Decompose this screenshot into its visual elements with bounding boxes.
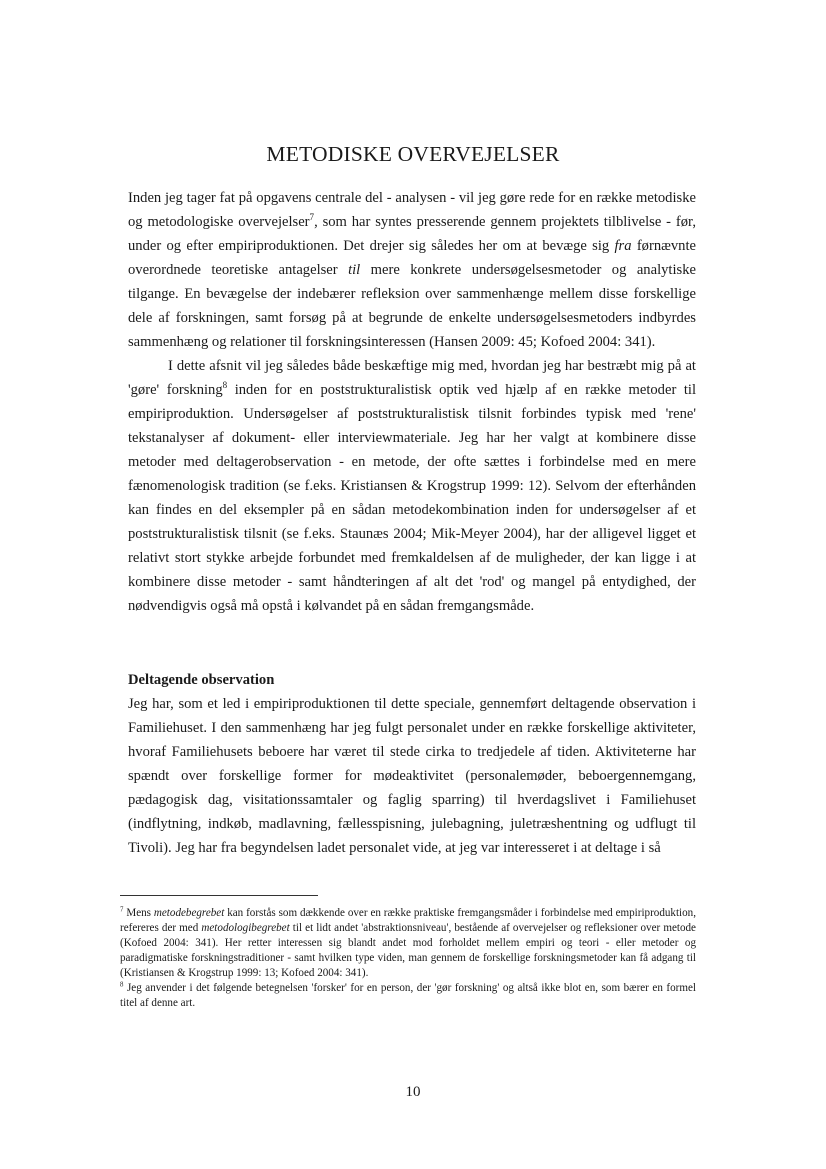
intro-section (128, 186, 696, 618)
footnote-ref[interactable]: 7 (309, 212, 315, 223)
footnote-number: 8 (120, 981, 124, 989)
paragraph: I dette afsnit vil jeg således både beskæftige mig med, hvordan jeg har bestræbt mig på at 'gøre' forskning$^8$ inden for en poststrukturalistisk optik ved hjælp af en række metoder til empiriproduktion. Undersøgelser af poststrukturalistisk tilsnit forbindes typisk med 'rene' tekstanalyser af dokument- eller interviewmateriale. Jeg har her valgt at kombinere disse metoder med deltagerobservation - en metode, der ofte sættes i forbindelse med en mere fænomenologisk tradition (se f.eks. Kristiansen & Krogstrup 1999: 12). Selvom der efterhånden kan findes en del eksempler på en sådan metodekombination inden for undersøgelser af et poststrukturalistisk tilsnit (se f.eks. Staunæs 2004; Mik-Meyer 2004), har der alligevel ligget et relativt stort stykke arbejde forbundet med fremkaldelsen af de muligheder, der kan ligge i at kombinere disse metoder - samt håndteringen af alt det 'rod' og mangel på entydighed, der nødvendigvis også må opstå i kølvandet på en sådan fremgangsmåde. (128, 358, 696, 614)
footnotes (120, 906, 696, 1011)
footnote: $^7$ Mens metodebegrebet kan forstås som dækkende over en række praktiske fremgangsmåder i forbindelse med empiriproduktion, refereres der med metodologibegrebet til et lidt andet 'abstraktionsniveau', bestående af overvejelser og refleksioner over metode (Kofoed 2004: 341). Her retter interessen sig blandt andet mod forholdet mellem empiri og teori - eller metoder og paradigmatiske forskningstraditioner - samt hvilken type viden, man gennem de forskellige forskningsmetoder kan få adgang til (Kristiansen & Krogstrup 1999: 13; Kofoed 2004: 341). (120, 906, 696, 979)
observation-section (128, 668, 696, 860)
paragraph: Inden jeg tager fat på opgavens centrale del - analysen - vil jeg gøre rede for en række metodiske og metodologiske overvejelser$^7$, som har syntes presserende gennem projektets tilblivelse - før, under og efter empiriproduktionen. Det drejer sig således her om at bevæge sig fra førnævnte overordnede teoretiske antagelser til mere konkrete undersøgelsesmetoder og analytiske tilgange. En bevægelse der indebærer refleksion over sammenhænge mellem disse forskellige dele af forskningen, samt forsøg på at begrunde de enkelte undersøgelsesmetoders indbyrdes sammenhæng og relationer til forskningsinteressen (Hansen 2009: 45; Kofoed 2004: 341). (128, 190, 696, 350)
footnote-divider (120, 895, 318, 896)
footnote-ref[interactable]: 8 (222, 380, 228, 391)
page-title: METODISKE OVERVEJELSER (266, 142, 560, 166)
page-number: 10 (405, 1084, 421, 1100)
footnote-number: 7 (120, 906, 124, 914)
paragraph: Jeg har, som et led i empiriproduktionen til dette speciale, gennemført deltagende observation i Familiehuset. I den sammenhæng har jeg fulgt personalet under en række forskellige aktiviteter, hvoraf Familiehusets beboere har været til stede cirka to tredjedele af tiden. Aktiviteterne har spændt over forskellige former for mødeaktivitet (personalemøder, beboergennemgang, pædagogisk dag, visitationssamtaler og faglig sparring) til hverdagslivet i Familiehuset (indflytning, indkøb, madlavning, fællesspisning, julebagning, juletræshentning og udflugt til Tivoli). Jeg har fra begyndelsen ladet personalet vide, at jeg var interesseret i at deltage i så (128, 696, 696, 856)
footnote: $^8$ Jeg anvender i det følgende betegnelsen 'forsker' for en person, der 'gør forskning' og altså ikke blot en, som bærer en formel titel af denne art. (120, 981, 696, 1009)
section-heading: Deltagende observation (128, 672, 275, 688)
